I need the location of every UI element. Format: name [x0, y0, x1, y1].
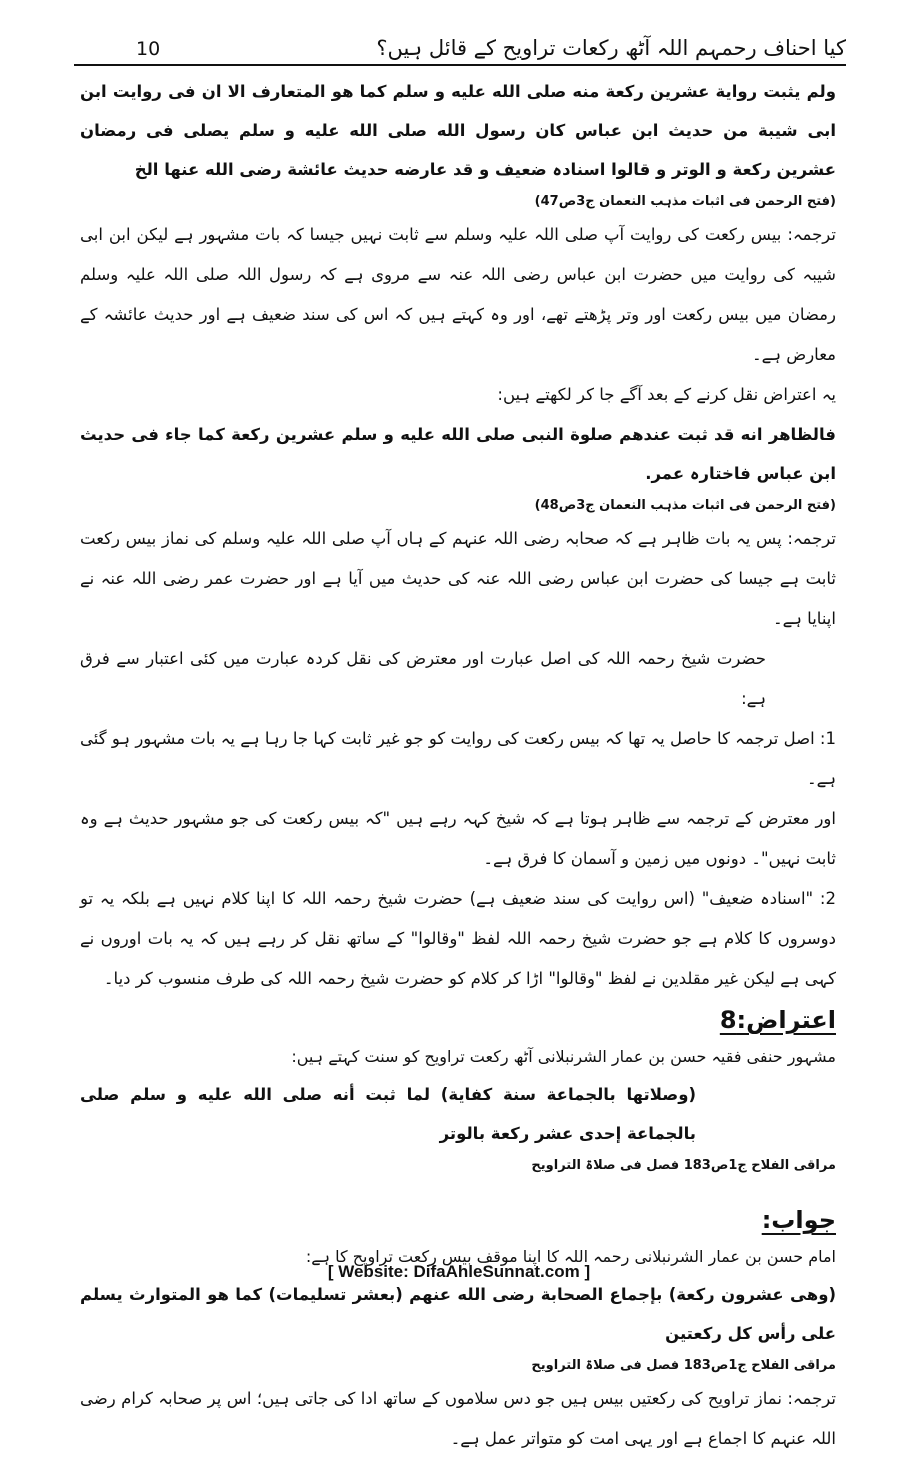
page-body — [80, 72, 836, 1459]
objection-text: مشہور حنفی فقیہ حسن بن عمار الشرنبلانی آٹھ رکعت تراویح کو سنت کہتے ہیں: — [291, 1047, 836, 1066]
translation-2: ترجمہ: پس یہ بات ظاہر ہے کہ صحابہ رضی اللہ عنہم کے ہاں آپ صلی اللہ علیہ وسلم کی نماز بیس رکعت ثابت ہے جیسا کی حضرت ابن عباس رضی اللہ عنہ کی حدیث میں آیا ہے اور حضرت عمر رضی اللہ عنہ نے اپنایا ہے۔ — [80, 529, 836, 628]
arabic-quote-4: (وهی عشرون رکعة) بإجماع الصحابة رضی الله عنهم (بعشر تسلیمات) کما هو المتوارث یسلم علی رأس کل رکعتین — [80, 1285, 836, 1343]
reference-3: مراقی الفلاح ج1ص183 فصل فی صلاۃ التراویح — [531, 1158, 836, 1173]
running-title: کیا احناف رحمہم اللہ آٹھ رکعات تراویح کے قائل ہیں؟ — [376, 36, 846, 60]
point-1-explanation: اور معترض کے ترجمہ سے ظاہر ہوتا ہے کہ شیخ کہہ رہے ہیں "کہ بیس رکعت کی جو مشہور حدیث ہے وہ ثابت نہیں"۔ دونوں میں زمین و آسمان کا فرق ہے۔ — [80, 809, 836, 868]
arabic-quote-1: ولم یثبت روایة عشرین رکعة منه صلی الله علیه و سلم کما هو المتعارف الا ان فی روایت ابن ابی شیبة من حدیث ابن عباس کان رسول الله صلی الله علیه و سلم یصلی فی رمضان عشرین رکعة و الوتر و قالوا اسنادہ ضعیف و قد عارضه حدیث عائشة رضی الله عنها الخ — [80, 82, 836, 179]
arabic-quote-2: فالظاهر انه قد ثبت عندهم صلوة النبی صلی الله علیه و سلم عشرین رکعة کما جاء فی حدیث ابن عباس فاختارہ عمر. — [80, 425, 836, 483]
point-2: 2: "اسنادہ ضعیف" (اس روایت کی سند ضعیف ہے) حضرت شیخ رحمہ اللہ کا اپنا کلام نہیں ہے بلکہ یہ تو دوسروں کا کلام ہے جو حضرت شیخ رحمہ اللہ لفظ "وقالوا" کے ساتھ نقل کر رہے ہیں کہ یہ بات اوروں نے کہی ہے لیکن غیر مقلدین نے لفظ "وقالوا" اڑا کر کلام کو حضرت شیخ رحمہ اللہ کی طرف منسوب کر دیا۔ — [80, 889, 836, 988]
answer-heading: جواب: — [761, 1206, 836, 1234]
answer-text: امام حسن بن عمار الشرنبلانی رحمہ اللہ کا اپنا موقف بیس رکعت تراویح کا ہے: — [305, 1247, 836, 1266]
reference-4: مراقی الفلاح ج1ص183 فصل فی صلاۃ التراویح — [531, 1358, 836, 1373]
point-1: 1: اصل ترجمہ کا حاصل یہ تھا کہ بیس رکعت کی روایت کو جو غیر ثابت کہا جا رہا ہے یہ بات مشہور ہو گئی ہے۔ — [80, 729, 836, 788]
translation-1: ترجمہ: بیس رکعت کی روایت آپ صلی اللہ علیہ وسلم سے ثابت نہیں جیسا کہ بات مشہور ہے لیکن ابن ابی شیبہ کی روایت میں حضرت ابن عباس رضی اللہ عنہ سے مروی ہے کہ رسول اللہ صلی اللہ علیہ وسلم رمضان میں بیس رکعت اور وتر پڑھتے تھے، اور وہ کہتے ہیں کہ اس کی سند ضعیف ہے اور حدیث عائشہ کے معارض ہے۔ — [80, 225, 836, 364]
page-header — [74, 30, 846, 66]
reference-1: (فتح الرحمن فی اثبات مذہب النعمان ج3ص47) — [534, 194, 836, 209]
transition-text: یہ اعتراض نقل کرنے کے بعد آگے جا کر لکھتے ہیں: — [497, 385, 836, 404]
translation-3: ترجمہ: نماز تراویح کی رکعتیں بیس ہیں جو دس سلاموں کے ساتھ ادا کی جاتی ہیں؛ اس پر صحابہ کرام رضی اللہ عنہم کا اجماع ہے اور یہی امت کو متواتر عمل ہے۔ — [80, 1389, 836, 1448]
arabic-quote-3: (وصلاتها بالجماعة سنة کفایة) لما ثبت أنه صلی الله علیه و سلم صلی بالجماعة إحدی عشر رکعة بالوتر — [80, 1085, 696, 1143]
difference-intro: حضرت شیخ رحمہ اللہ کی اصل عبارت اور معترض کی نقل کردہ عبارت میں کئی اعتبار سے فرق ہے: — [80, 649, 766, 708]
objection-heading: اعتراض:8 — [719, 1006, 836, 1034]
page-number: 10 — [136, 38, 161, 60]
website-footer: [ Website: DifaAhleSunnat.com ] — [327, 1262, 591, 1281]
reference-2: (فتح الرحمن فی اثبات مذہب النعمان ج3ص48) — [534, 498, 836, 513]
